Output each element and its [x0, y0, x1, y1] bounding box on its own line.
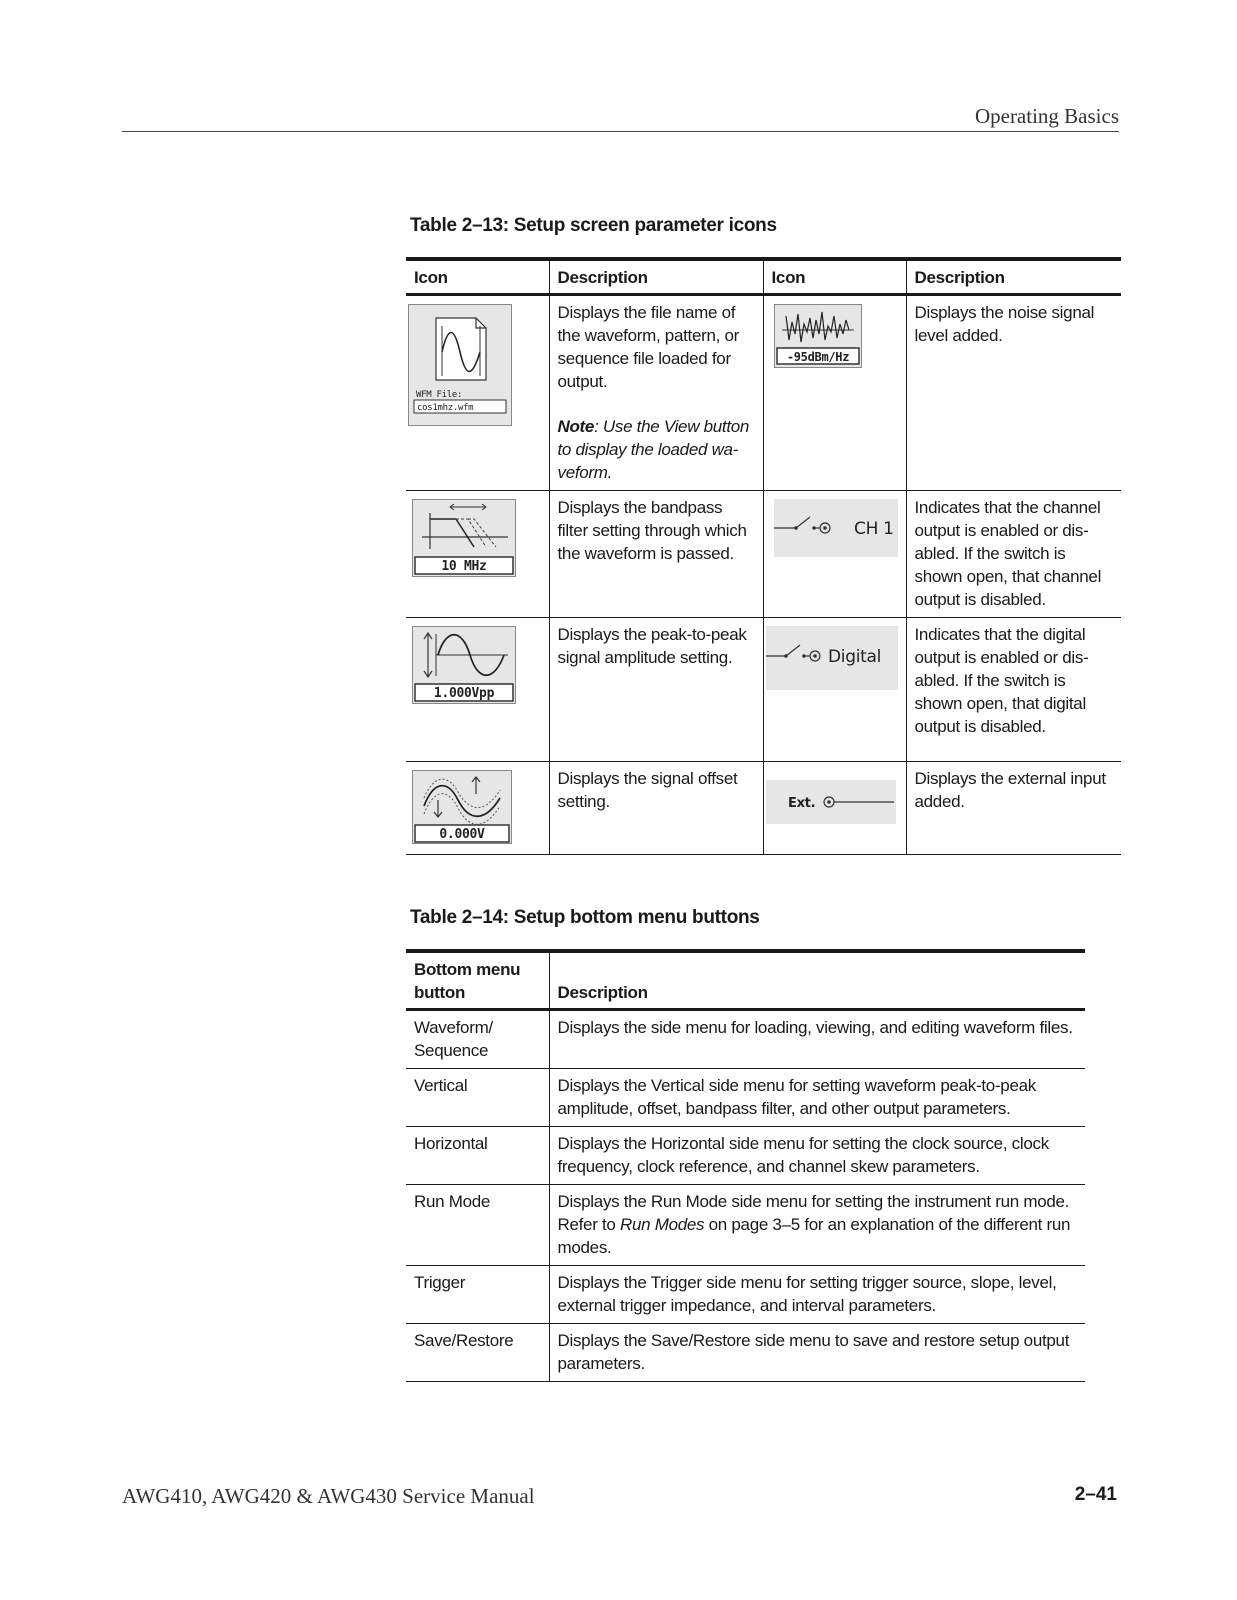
button-description — [549, 1185, 1085, 1266]
waveform-file-description: Displays the file name of the waveform, pattern, or sequence file loaded for output. — [557, 303, 739, 391]
table2-header-row — [406, 951, 1085, 1010]
amplitude-icon — [412, 626, 516, 704]
bandpass-value: 10 MHz — [441, 559, 487, 574]
table2-header-button: Bottom menu button — [414, 960, 521, 1002]
waveform-file-icon — [408, 304, 512, 426]
noise-level-icon — [774, 304, 862, 368]
run-mode-desc-pre: Displays the Run Mode side menu for setting the instrument run mode. Refer to — [557, 1192, 1070, 1234]
table2-header-description: Description — [549, 951, 1085, 1010]
wfm-file-name: cos1mhz.wfm — [417, 403, 474, 413]
button-name: Save/Restore — [414, 1331, 514, 1350]
table-row — [406, 491, 1121, 618]
channel-label: CH 1 — [853, 519, 894, 539]
manual-title: AWG410, AWG420 & AWG430 Service Manual — [122, 1484, 535, 1508]
setup-bottom-menu-buttons-table — [406, 949, 1085, 1382]
page-number: 2–41 — [1074, 1484, 1117, 1505]
table1-header-description: Description — [549, 259, 763, 295]
bandpass-description: Displays the bandpass filter setting through which the waveform is passed. — [549, 491, 763, 618]
table-row — [406, 1010, 1085, 1069]
button-name: Vertical — [414, 1076, 468, 1095]
noise-level-value: -95dBm/Hz — [786, 350, 849, 364]
amplitude-value: 1.000Vpp — [433, 686, 495, 701]
button-description: Displays the Save/Restore side menu to save and restore setup output parameters. — [549, 1324, 1085, 1382]
running-header-title: Operating Basics — [974, 104, 1119, 128]
table1-header-icon: Icon — [414, 268, 448, 287]
view-button-note — [558, 415, 755, 484]
button-name: Horizontal — [414, 1134, 488, 1153]
digital-output-switch-icon — [766, 626, 898, 690]
channel-output-description: Indicates that the channel output is enabled or dis-abled. If the switch is shown open, that channel output is disabled. — [906, 491, 1121, 618]
external-input-icon — [766, 780, 896, 824]
external-input-description: Displays the external input added. — [906, 762, 1121, 855]
run-modes-reference: Run Modes — [620, 1215, 705, 1234]
button-description: Displays the side menu for loading, viewing, and editing waveform files. — [549, 1010, 1085, 1069]
run-mode-desc-post: on page 3–5 for an explanation of the different run modes. — [557, 1215, 1071, 1257]
table1-caption: Table 2–13: Setup screen parameter icons — [410, 215, 777, 236]
table2-caption: Table 2–14: Setup bottom menu buttons — [410, 907, 760, 928]
table1-header-icon-2: Icon — [763, 259, 906, 295]
setup-parameter-icons-table — [406, 257, 1121, 855]
button-description: Displays the Trigger side menu for setting trigger source, slope, level, external trigger impedance, and interval parameters. — [549, 1266, 1085, 1324]
offset-value: 0.000V — [439, 827, 485, 842]
header-rule — [122, 131, 1119, 132]
digital-output-description: Indicates that the digital output is enabled or dis-abled. If the switch is shown open, that digital output is disabled. — [906, 618, 1121, 762]
table-row — [406, 1185, 1085, 1266]
offset-icon — [412, 770, 512, 844]
channel-output-switch-icon — [774, 499, 898, 557]
button-name: Run Mode — [414, 1192, 491, 1211]
amplitude-description: Displays the peak-to-peak signal amplitude setting. — [549, 618, 763, 762]
wfm-file-label: WFM File: — [416, 390, 463, 400]
external-input-label: Ext. — [787, 796, 815, 811]
table1-header-description-2: Description — [906, 259, 1121, 295]
table-row — [406, 1069, 1085, 1127]
digital-label: Digital — [827, 647, 881, 667]
offset-description: Displays the signal offset setting. — [549, 762, 763, 855]
table-row — [406, 1266, 1085, 1324]
button-description: Displays the Vertical side menu for setting waveform peak-to-peak amplitude, offset, bandpass filter, and other output parameters. — [549, 1069, 1085, 1127]
button-name: Waveform/ Sequence — [414, 1018, 493, 1060]
table1-header-row — [406, 259, 1121, 295]
noise-level-description: Displays the noise signal level added. — [906, 295, 1121, 491]
note-text: : Use the View button to display the loaded wa-veform. — [557, 417, 750, 482]
table-row — [406, 295, 1121, 491]
note-label: Note — [557, 417, 595, 436]
table-row — [406, 762, 1121, 855]
button-name: Trigger — [414, 1273, 466, 1292]
bandpass-filter-icon — [412, 499, 516, 577]
table-row — [406, 618, 1121, 762]
button-description: Displays the Horizontal side menu for setting the clock source, clock frequency, clock reference, and channel skew parameters. — [549, 1127, 1085, 1185]
table-row — [406, 1127, 1085, 1185]
table-row — [406, 1324, 1085, 1382]
